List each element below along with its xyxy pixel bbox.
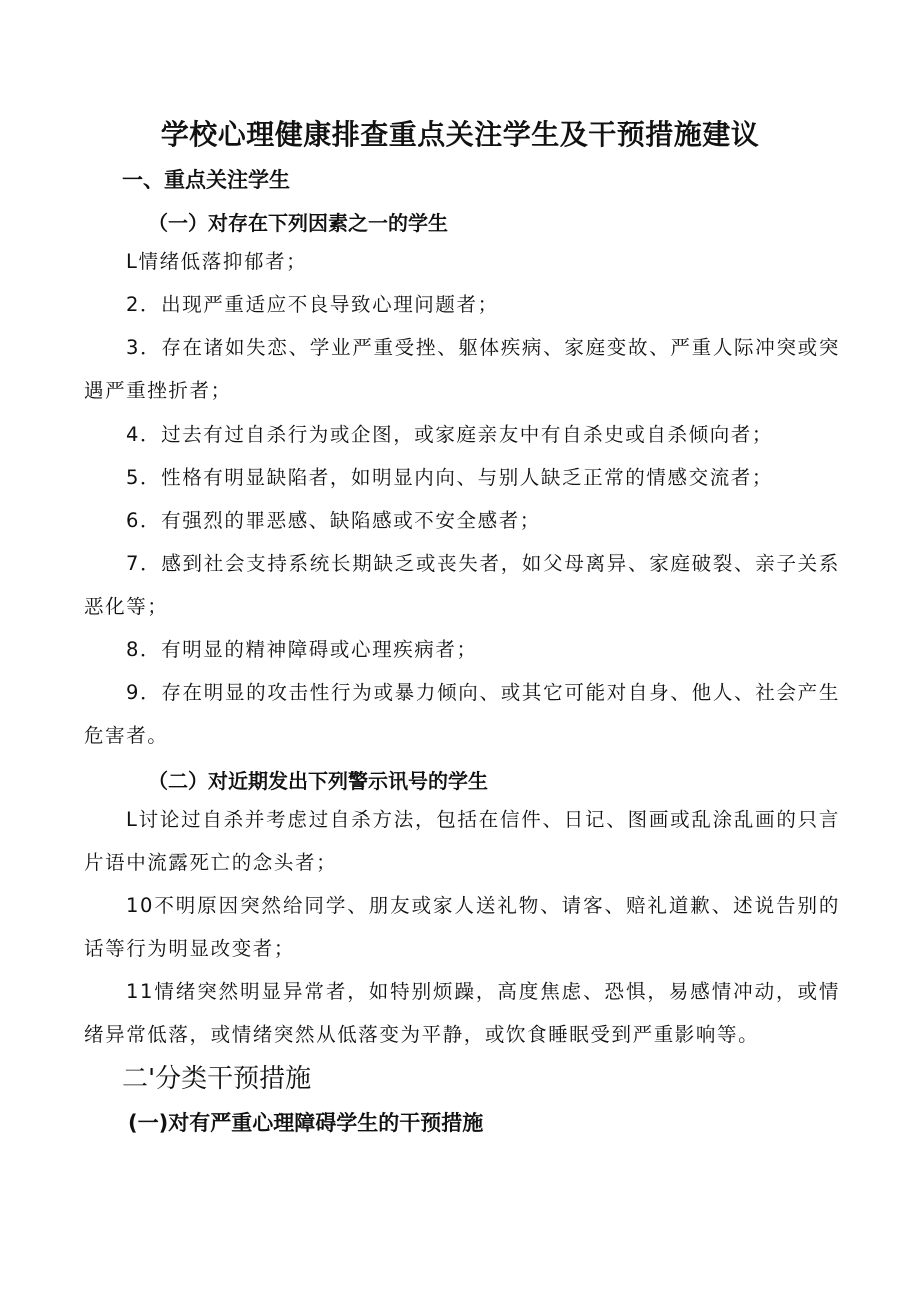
section-1-sub-1-heading: （一）对存在下列因素之一的学生 [148,211,448,235]
section-2-sub-1-heading: (一)对有严重心理障碍学生的干预措施 [128,1111,484,1135]
section-2-heading: 二'分类干预措施 [122,1064,312,1094]
list-item: 11情绪突然明显异常者，如特别烦躁，高度焦虑、恐惧，易感情冲动，或情绪异常低落，或情绪突然从低落变为平静，或饮食睡眠受到严重影响等。 [84,980,840,1046]
list-item: 10不明原因突然给同学、朋友或家人送礼物、请客、赔礼道歉、述说告别的话等行为明显改变者； [84,894,840,960]
list-item: L情绪低落抑郁者； [126,250,308,273]
list-item: 4．过去有过自杀行为或企图，或家庭亲友中有自杀史或自杀倾向者； [126,423,774,446]
section-1-sub-2-heading: （二）对近期发出下列警示讯号的学生 [148,769,488,793]
list-item: L讨论过自杀并考虑过自杀方法，包括在信件、日记、图画或乱涂乱画的只言片语中流露死亡的念头者； [84,808,840,874]
list-item: 5．性格有明显缺陷者，如明显内向、与别人缺乏正常的情感交流者； [126,466,774,489]
list-item: 3．存在诸如失恋、学业严重受挫、躯体疾病、家庭变故、严重人际冲突或突遇严重挫折者； [84,336,840,402]
list-item: 9．存在明显的攻击性行为或暴力倾向、或其它可能对自身、他人、社会产生危害者。 [84,681,840,747]
list-item: 6．有强烈的罪恶感、缺陷感或不安全感者； [126,509,541,532]
section-1-heading: 一、重点关注学生 [122,168,290,192]
document-title: 学校心理健康排查重点关注学生及干预措施建议 [160,118,760,151]
list-item: 2．出现严重适应不良导致心理问题者； [126,293,499,316]
list-item: 7．感到社会支持系统长期缺乏或丧失者，如父母离异、家庭破裂、亲子关系恶化等； [84,552,840,618]
list-item: 8．有明显的精神障碍或心理疾病者； [126,638,478,661]
